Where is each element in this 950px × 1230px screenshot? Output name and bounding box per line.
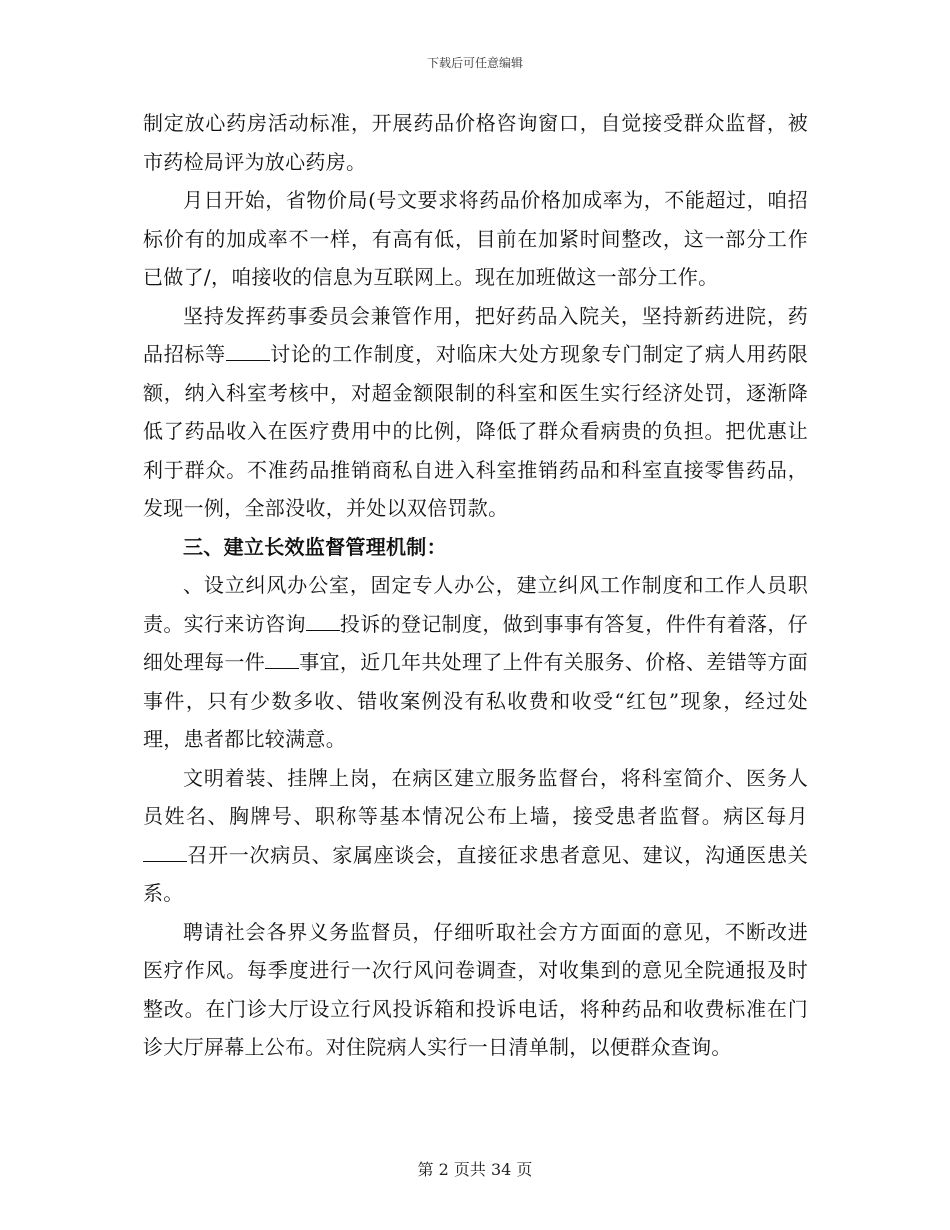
paragraph-2: 月日开始，省物价局(号文要求将药品价格加成率为，不能超过，咱招标价有的加成率不一样，有高有低，目前在加紧时间整改，这一部分工作已做了/，咱接收的信息为互联网上。现在加班做这一部分工作。 (143, 188, 808, 289)
paragraph-5-part-3: 事宜，近几年共处理了上件有关服务、价格、差错等方面事件，只有少数多收、错收案例没有私收费和收受“红包”现象，经过处理，患者都比较满意。 (143, 650, 809, 751)
page-footer: 第 2 页共 34 页 (417, 1160, 533, 1179)
paragraph-3-part-1: 坚持发挥药事委员会兼管作用，把好药品入院关，坚持新药进院，药品招标等 (143, 303, 808, 366)
paragraph-3 (143, 297, 808, 528)
paragraph-5 (143, 566, 808, 759)
paragraph-6-part-2: 召开一次病员、家属座谈会，直接征求患者意见、建议，沟通医患关系。 (143, 842, 808, 905)
paragraph-6-part-1: 文明着装、挂牌上岗，在病区建立服务监督台，将科室简介、医务人员姓名、胸牌号、职称等基本情况公布上墙，接受患者监督。病区每月 (143, 765, 808, 828)
fill-blank (306, 629, 340, 631)
document-body (143, 104, 808, 1067)
page-header: 下载后可任意编辑 (426, 56, 523, 70)
paragraph-5-part-1: 、设立纠风办公室，固定专人办公，建立纠风工作制度和工作人员职责。实行来访咨询 (143, 573, 808, 636)
fill-blank (265, 667, 299, 669)
paragraph-5-part-2: 投诉的登记制度，做到事事有答复，件件有着落，仔细处理每一件 (143, 611, 808, 674)
paragraph-7: 聘请社会各界义务监督员，仔细听取社会方方面面的意见，不断改进医疗作风。每季度进行一次行风问卷调查，对收集到的意见全院通报及时整改。在门诊大厅设立行风投诉箱和投诉电话，将种药品和收费标准在门诊大厅屏幕上公布。对住院病人实行一日清单制，以便群众查询。 (143, 919, 808, 1059)
fill-blank (226, 359, 270, 361)
paragraph-3-part-2: 讨论的工作制度，对临床大处方现象专门制定了病人用药限额，纳入科室考核中，对超金额限制的科室和医生实行经济处罚，逐渐降低了药品收入在医疗费用中的比例，降低了群众看病贵的负担。把优惠让利于群众。不准药品推销商私自进入科室推销药品和科室直接零售药品，发现一例，全部没收，并处以双倍罚款。 (143, 342, 808, 520)
fill-blank (143, 860, 187, 862)
paragraph-1: 制定放心药房活动标准，开展药品价格咨询窗口，自觉接受群众监督，被市药检局评为放心药房。 (143, 111, 808, 174)
section-heading: 三、建立长效监督管理机制： (183, 534, 447, 559)
paragraph-6 (143, 759, 808, 913)
